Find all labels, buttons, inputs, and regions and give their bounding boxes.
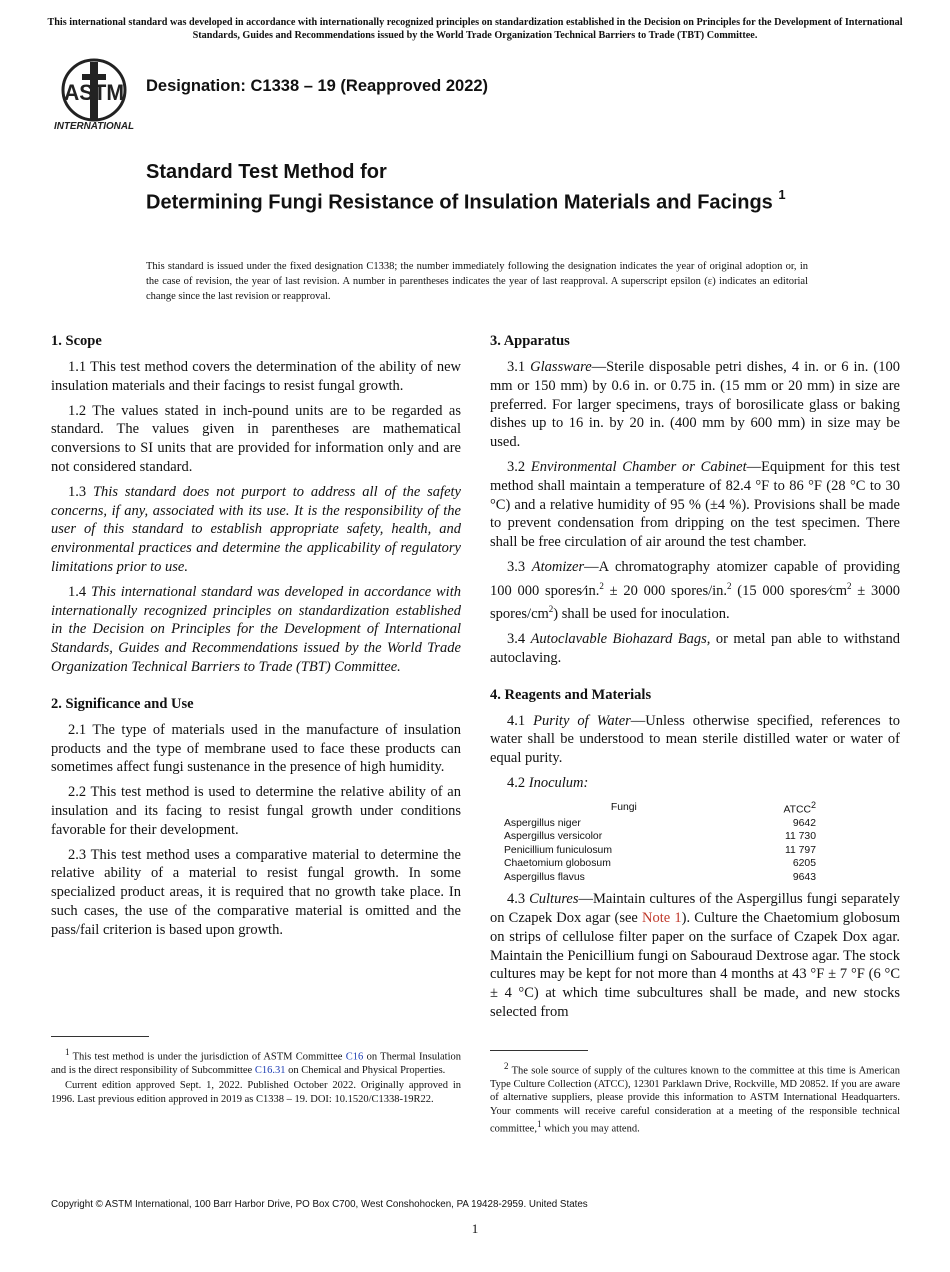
fn1-part-b: on Thermal Insulation and is the direct responsibility of Subcommittee — [51, 1051, 462, 1076]
para-3-3-text-c: (15 000 spores⁄cm — [731, 582, 848, 599]
fungus-name: Aspergillus niger — [504, 817, 581, 829]
copyright: Copyright © ASTM International, 100 Barr Harbor Drive, PO Box C700, West Conshohocken, PA 19428-2959. United States — [51, 1199, 588, 1210]
footnote-1-edition: Current edition approved Sept. 1, 2022. Published October 2022. Originally approved in 1996. Last previous edition approved in 2019 as C1338 – 19. DOI: 10.1520/C1338-19R22. — [51, 1080, 461, 1105]
para-4-3-text-b: ). Culture the Chaetomium globosum on strips of cellulose filter paper on the surface of Czapek Dox agar. Maintain the Penicillium fungi on Sabouraud Dextrose agar. The stock cultures may be kept for not more than 4 months at 43 °F ± 7 °F (6 °C ± 4 °C) at which time subcultures shall be made, and new stocks selected from — [490, 910, 900, 1021]
para-3-4-term: Autoclavable Biohazard Bags, — [530, 631, 711, 648]
para-1-4 — [51, 583, 461, 677]
fungus-name: Penicillium funiculosum — [504, 844, 612, 856]
atcc-footnote-mark: 2 — [810, 799, 816, 810]
atcc-number: 11 797 — [784, 844, 816, 856]
para-3-2 — [490, 458, 900, 552]
para-4-1-num: 4.1 — [507, 712, 526, 729]
section-heading-reagents: 4. Reagents and Materials — [490, 686, 652, 703]
para-4-2-num: 4.2 — [507, 775, 526, 791]
para-2-3: 2.3 This test method uses a comparative material to determine the relative ability of a material to resist fungal growth. In some specialized product areas, it is required that no growth take place. In such cases, the use of the comparative material is omitted and the pass/fail criterion is based upon growth. — [51, 846, 461, 938]
para-1-4-num: 1.4 — [68, 583, 87, 600]
para-3-4-num: 3.4 — [507, 631, 526, 648]
para-4-1-term: Purity of Water — [533, 712, 631, 729]
fungus-name: Aspergillus versicolor — [504, 831, 603, 843]
para-1-4-text: This international standard was developed in accordance with internationally recognized principles on standardization established in the Decision on Principles for the Development of International Standards, Guides and Recommendations issued by the World Trade Organization Technical Barriers to Trade (TBT) Committee. — [51, 583, 461, 675]
footnote-1 — [51, 1046, 461, 1108]
footnote-1-text — [51, 1046, 461, 1077]
para-3-4 — [490, 630, 900, 668]
para-4-3-term: Cultures — [529, 891, 579, 908]
para-4-3-text-a: —Maintain cultures of the Aspergillus fungi separately on Czapek Dox agar (see — [490, 891, 901, 927]
sup-squared: 2 — [847, 580, 852, 591]
table-row — [504, 830, 816, 844]
para-3-3-term: Atomizer — [531, 558, 585, 575]
table-header-fungi: Fungi — [610, 802, 637, 814]
section-heading-apparatus: 3. Apparatus — [490, 333, 570, 349]
atcc-label: ATCC — [783, 804, 811, 816]
para-3-3-text-d: ± 3000 spores/cm — [490, 582, 900, 623]
logo-text-bottom: INTERNATIONAL — [54, 121, 134, 132]
para-1-3-num: 1.3 — [68, 483, 87, 500]
footnote-2 — [490, 1060, 900, 1138]
title-line1: Standard Test Method for — [146, 161, 387, 183]
logo-text-top: ASTM — [64, 80, 124, 105]
fn1-part-a: This test method is under the jurisdiction of ASTM Committee — [69, 1051, 346, 1063]
note-1-link[interactable]: Note 1 — [642, 910, 682, 927]
para-1-3-text: This standard does not purport to address all of the safety concerns, if any, associated with its use. It is the responsibility of the user of this standard to establish appropriate safety, health, and environmental practices and determine the applicability of regulatory limitations prior to use. — [51, 483, 461, 575]
para-4-1 — [490, 712, 900, 768]
para-3-3-text-b: ± 20 000 spores/in. — [603, 582, 728, 599]
atcc-number: 9642 — [792, 817, 816, 829]
c16-link[interactable]: C16 — [345, 1051, 364, 1063]
para-4-3-num: 4.3 — [507, 891, 526, 908]
table-row — [504, 817, 816, 831]
table-row — [504, 871, 816, 885]
footnote-2-text — [490, 1060, 900, 1136]
title-line2 — [146, 184, 846, 216]
sup-squared: 2 — [599, 580, 604, 591]
para-3-4-text: or metal pan able to withstand autoclaving. — [490, 631, 900, 666]
para-3-1-num: 3.1 — [507, 359, 526, 375]
fn2-part-b: which you may attend. — [541, 1123, 640, 1135]
fn2-sup: 1 — [536, 1119, 542, 1130]
fungus-name: Chaetomium globosum — [504, 858, 611, 870]
astm-logo — [52, 56, 136, 134]
footnote-rule-left — [51, 1036, 149, 1037]
header-notice: This international standard was developed in accordance with internationally recognized principles on standardization established in the Decision on Principles for the Development of International Standards, Guides and Recommendations issued by the World Trade Organization Technical Barriers to Trade (TBT) Committee. — [47, 17, 903, 41]
footnote-2-mark: 2 — [504, 1061, 509, 1071]
fn2-part-a: The sole source of supply of the cultures known to the committee at this time is American Type Culture Collection (ATCC), 12301 Parklawn Drive, Rockville, MD 20852. If you are aware of alternative suppliers, please provide this information to ASTM International Headquarters. Your comments will receive careful consideration at a meeting of the responsible technical committee, — [490, 1065, 900, 1135]
designation: Designation: C1338 – 19 (Reapproved 2022) — [146, 77, 489, 95]
para-3-2-num: 3.2 — [507, 458, 526, 475]
section-heading-scope: 1. Scope — [51, 333, 102, 349]
title-footnote-mark: 1 — [778, 187, 786, 202]
fungus-name: Aspergillus flavus — [504, 871, 585, 883]
para-3-1 — [490, 358, 900, 452]
fn1-part-c: on Chemical and Physical Properties. — [285, 1064, 446, 1076]
atcc-number: 11 730 — [784, 831, 816, 843]
para-3-3-text-a: —A chromatography atomizer capable of providing 100 000 spores⁄in. — [490, 558, 901, 599]
para-3-2-term: Environmental Chamber or Cabinet — [530, 458, 747, 475]
para-2-1: 2.1 The type of materials used in the manufacture of insulation products and the type of membrane used to face these products can sometimes affect fungi sustenance in the presence of high humidity. — [51, 721, 461, 776]
sup-squared: 2 — [727, 580, 732, 591]
left-column — [51, 332, 461, 946]
title-main: Determining Fungi Resistance of Insulation Materials and Facings — [146, 191, 773, 214]
para-1-1: 1.1 This test method covers the determination of the ability of new insulation materials and their facings to resist fungal growth. — [51, 359, 461, 394]
para-4-3 — [490, 890, 900, 1022]
para-4-2 — [490, 774, 900, 793]
table-header-row — [504, 799, 816, 817]
para-3-3-num: 3.3 — [507, 558, 526, 575]
table-header-atcc — [744, 799, 816, 817]
para-2-2: 2.2 This test method is used to determine the relative ability of an insulation and its facing to resist fungal growth under conditions favorable for their development. — [51, 784, 461, 838]
title-block — [146, 160, 846, 216]
table-row — [504, 844, 816, 858]
para-3-2-text: —Equipment for this test method shall maintain a temperature of 82.4 °F to 86 °F (28 °C to 30 °C) and a relative humidity of 95 % (±4 %). Provisions shall be made to prevent condensation from dripping on the test specimen. There shall be free circulation of air around the test chamber. — [490, 458, 900, 551]
sup-squared: 2 — [548, 604, 554, 615]
para-1-2: 1.2 The values stated in inch-pound units are to be regarded as standard. The values given in parentheses are mathematical conversions to SI units that are provided for information only and are not considered standard. — [51, 402, 461, 475]
inoculum-table — [504, 799, 816, 884]
para-1-3 — [51, 483, 461, 577]
atcc-number: 9643 — [792, 871, 816, 883]
page-number: 1 — [471, 1221, 479, 1236]
footnote-1-mark: 1 — [65, 1047, 70, 1057]
c16-31-link[interactable]: C16.31 — [254, 1064, 286, 1076]
para-4-2-term: Inoculum: — [528, 775, 589, 791]
issuance-statement: This standard is issued under the fixed designation C1338; the number immediately following the designation indicates the year of original adoption or, in the case of revision, the year of last revision. A number in parentheses indicates the year of last reapproval. A superscript epsilon (ε) indicates an editorial change since the last revision or reapproval. — [146, 261, 808, 302]
right-column — [490, 332, 900, 1028]
para-3-3 — [490, 558, 900, 624]
section-heading-significance: 2. Significance and Use — [51, 695, 194, 712]
table-row — [504, 857, 816, 871]
para-3-1-text: —Sterile disposable petri dishes, 4 in. or 6 in. (100 mm or 150 mm) by 0.6 in. or 0.75 in. (15 mm or 20 mm) in size are preferred. For larger specimens, trays of borosilicate glass or baking dishes up to 16 in. by 20 in. (400 mm by 600 mm) in size may be used. — [490, 359, 900, 451]
footnote-rule-right — [490, 1050, 588, 1051]
para-3-3-text-e: ) shall be used for inoculation. — [553, 606, 730, 623]
para-3-1-term: Glassware — [530, 359, 592, 375]
atcc-number: 6205 — [792, 858, 816, 870]
para-4-1-text: —Unless otherwise specified, references to water shall be understood to mean sterile distilled water or water of equal purity. — [490, 712, 900, 767]
